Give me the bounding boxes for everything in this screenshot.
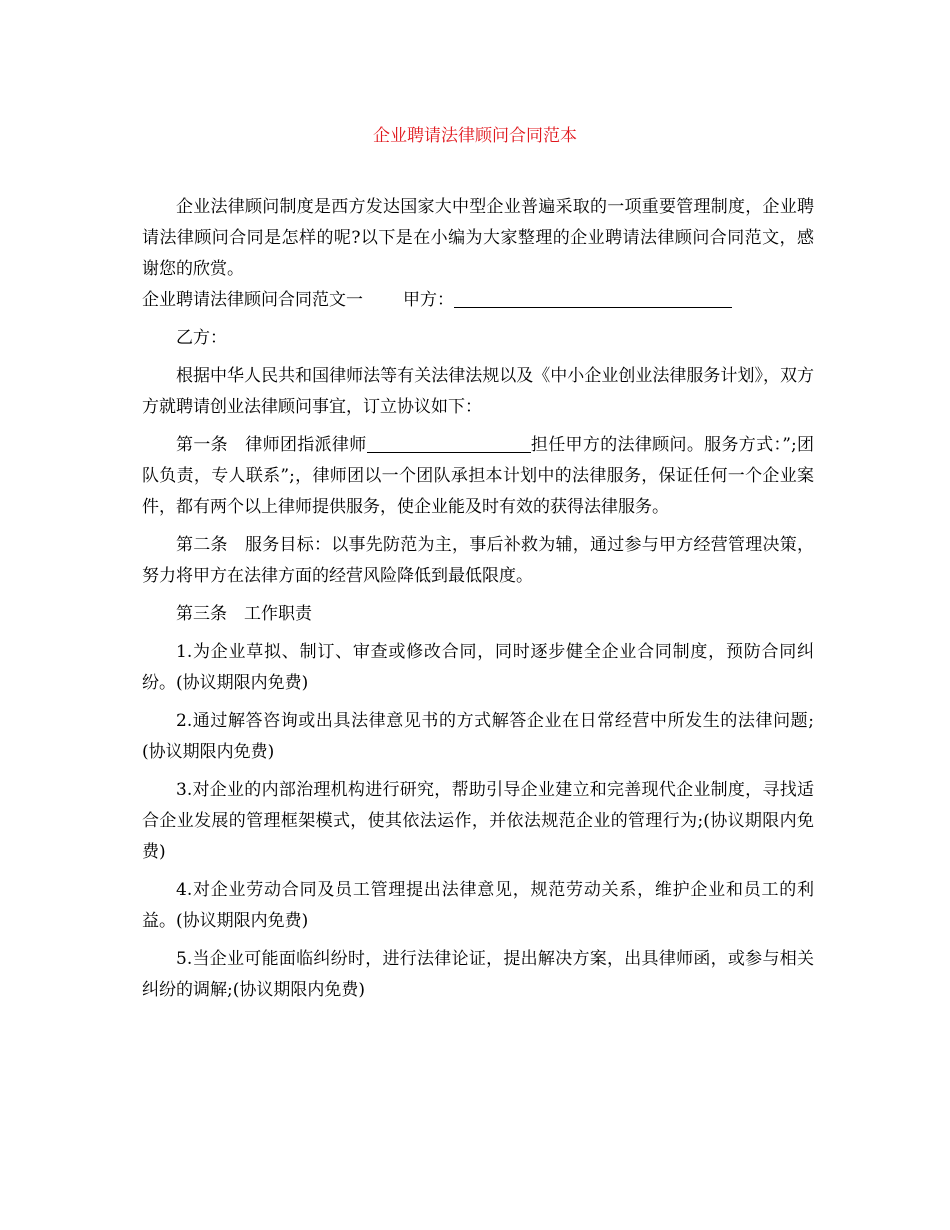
- article-3-prefix: 第三条: [176, 604, 227, 624]
- duty-item-4: 4.对企业劳动合同及员工管理提出法律意见，规范劳动关系，维护企业和员工的利益。(协议期限内免费): [142, 880, 814, 931]
- sample-heading-line: [142, 285, 814, 316]
- article-3-text: 工作职责: [244, 604, 312, 624]
- duty-item-3: 3.对企业的内部治理机构进行研究，帮助引导企业建立和完善现代企业制度，寻找适合企业发展的管理框架模式，使其依法运作，并依法规范企业的管理行为;(协议期限内免费): [142, 780, 814, 862]
- document-body: [142, 192, 814, 1006]
- sample-heading: 企业聘请法律顾问合同范文一: [142, 290, 363, 310]
- party-b-label: 乙方：: [176, 328, 227, 348]
- article-2: [142, 530, 814, 592]
- preamble-paragraph: 根据中华人民共和国律师法等有关法律法规以及《中小企业创业法律服务计划》，双方方就聘请创业法律顾问事宜，订立协议如下：: [142, 366, 814, 417]
- lawyer-name-blank: [367, 432, 531, 453]
- duty-item-2: 2.通过解答咨询或出具法律意见书的方式解答企业在日常经营中所发生的法律问题;(协议期限内免费): [142, 711, 814, 762]
- article-3: [142, 599, 814, 630]
- intro-paragraph: 企业法律顾问制度是西方发达国家大中型企业普遍采取的一项重要管理制度，企业聘请法律顾问合同是怎样的呢?以下是在小编为大家整理的企业聘请法律顾问合同范文，感谢您的欣赏。: [142, 197, 814, 279]
- article-1-rest: 担任甲方的法律顾问。服务方式：”;团队负责，专人联系”;，律师团以一个团队承担本计划中的法律服务，保证任何一个企业案件，都有两个以上律师提供服务，使企业能及时有效的获得法律服务。: [142, 435, 815, 517]
- article-1-lead: 律师团指派律师: [244, 435, 367, 455]
- duty-item-5: 5.当企业可能面临纠纷时，进行法律论证，提出解决方案，出具律师函，或参与相关纠纷的调解;(协议期限内免费): [142, 949, 814, 1000]
- article-1-prefix: 第一条: [176, 435, 228, 455]
- party-a-blank: [454, 287, 732, 308]
- article-1: [142, 430, 814, 523]
- duty-item-1: 1.为企业草拟、制订、审查或修改合同，同时逐步健全企业合同制度，预防合同纠纷。(协议期限内免费): [142, 642, 814, 693]
- article-2-text: 服务目标：以事先防范为主，事后补救为辅，通过参与甲方经营管理决策，努力将甲方在法律方面的经营风险降低到最低限度。: [142, 535, 814, 586]
- article-2-prefix: 第二条: [176, 535, 228, 555]
- document-title: 企业聘请法律顾问合同范本: [373, 126, 577, 146]
- party-a-label: 甲方：: [403, 290, 454, 310]
